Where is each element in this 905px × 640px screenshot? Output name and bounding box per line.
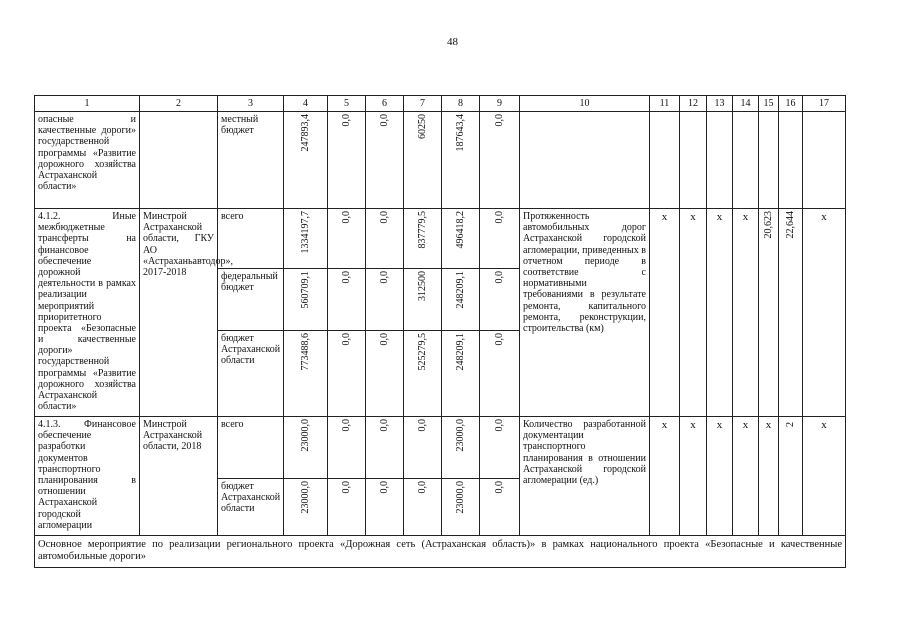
value-cell: 0,0: [328, 331, 366, 417]
mark-cell: [779, 112, 803, 209]
mark-cell: x: [733, 417, 759, 536]
mark-cell: x: [707, 209, 733, 417]
activity-cell: 4.1.2. Иные межбюджетные трансферты на финансовое обеспечение дорожной деятельности в рамках реализации мероприятий приоритетного проекта «Безопасные и качественные дороги» государственной программы «Развитие дорожного хозяйства Астраханской области»: [35, 209, 140, 417]
executor-cell: Минстрой Астраханской области, ГКУ АО «Астраханьавтодор», 2017-2018: [140, 209, 218, 417]
value-cell: 0,0: [404, 417, 442, 479]
value-cell: 0,0: [480, 479, 520, 536]
table-row: [35, 536, 846, 568]
value-cell: 0,0: [328, 417, 366, 479]
value-cell: 0,0: [328, 479, 366, 536]
funding-source-cell: всего: [218, 417, 284, 479]
value-cell: 23000,0: [284, 417, 328, 479]
mark-cell: x: [759, 417, 779, 536]
mark-cell: x: [707, 417, 733, 536]
header-cell: 16: [779, 96, 803, 112]
mark-cell: 22,644: [779, 209, 803, 417]
mark-cell: x: [803, 209, 846, 417]
header-cell: 12: [680, 96, 707, 112]
value-cell: 560709,1: [284, 269, 328, 331]
mark-cell: x: [680, 417, 707, 536]
header-cell: 10: [520, 96, 650, 112]
funding-source-cell: местный бюджет: [218, 112, 284, 209]
value-cell: 0,0: [328, 209, 366, 269]
value-cell: 0,0: [366, 331, 404, 417]
mark-cell: 20,623: [759, 209, 779, 417]
mark-cell: 2: [779, 417, 803, 536]
value-cell: 0,0: [480, 417, 520, 479]
header-cell: 2: [140, 96, 218, 112]
value-cell: 23000,0: [442, 479, 480, 536]
value-cell: 0,0: [366, 112, 404, 209]
value-cell: 0,0: [404, 479, 442, 536]
activity-cell: опасные и качественные дороги» государственной программы «Развитие дорожного хозяйства Астраханской области»: [35, 112, 140, 209]
header-cell: 3: [218, 96, 284, 112]
value-cell: 496418,2: [442, 209, 480, 269]
mark-cell: x: [650, 209, 680, 417]
header-cell: 8: [442, 96, 480, 112]
funding-source-cell: бюджет Астраханской области: [218, 331, 284, 417]
executor-cell: [140, 112, 218, 209]
page-number: 48: [447, 36, 458, 48]
executor-cell: Минстрой Астраханской области, 2018: [140, 417, 218, 536]
funding-source-cell: федеральный бюджет: [218, 269, 284, 331]
header-cell: 4: [284, 96, 328, 112]
value-cell: 23000,0: [284, 479, 328, 536]
indicator-cell: [520, 112, 650, 209]
value-cell: 0,0: [480, 112, 520, 209]
header-cell: 13: [707, 96, 733, 112]
value-cell: 0,0: [328, 112, 366, 209]
activity-cell: 4.1.3. Финансовое обеспечение разработки документов транспортного планирования в отношении Астраханской городской агломерации: [35, 417, 140, 536]
table-row: [35, 417, 846, 479]
mark-cell: x: [650, 417, 680, 536]
value-cell: 0,0: [366, 417, 404, 479]
mark-cell: [733, 112, 759, 209]
value-cell: 248209,1: [442, 269, 480, 331]
header-cell: 5: [328, 96, 366, 112]
value-cell: 1334197,7: [284, 209, 328, 269]
indicator-cell: Количество разработанной документации транспортного планирования в отношении Астраханской городской агломерации (ед.): [520, 417, 650, 536]
value-cell: 0,0: [480, 331, 520, 417]
mark-cell: x: [680, 209, 707, 417]
header-row: [35, 96, 846, 112]
value-cell: 187643,4: [442, 112, 480, 209]
mark-cell: [803, 112, 846, 209]
value-cell: 312500: [404, 269, 442, 331]
header-cell: 9: [480, 96, 520, 112]
value-cell: 0,0: [480, 269, 520, 331]
header-cell: 14: [733, 96, 759, 112]
value-cell: 247893,4: [284, 112, 328, 209]
section-title: Основное мероприятие по реализации регионального проекта «Дорожная сеть (Астраханская область)» в рамках национального проекта «Безопасные и качественные автомобильные дороги»: [35, 536, 846, 568]
header-cell: 7: [404, 96, 442, 112]
indicator-cell: Протяженность автомобильных дорог Астраханской городской агломерации, приведенных в отчетном периоде в соответствие с нормативными требованиями в результате ремонта, капитального ремонта, реконструкции, строительства (км): [520, 209, 650, 417]
value-cell: 773488,6: [284, 331, 328, 417]
header-cell: 1: [35, 96, 140, 112]
value-cell: 525279,5: [404, 331, 442, 417]
mark-cell: [759, 112, 779, 209]
value-cell: 0,0: [328, 269, 366, 331]
value-cell: 837779,5: [404, 209, 442, 269]
funding-source-cell: бюджет Астраханской области: [218, 479, 284, 536]
mark-cell: [650, 112, 680, 209]
funding-source-cell: всего: [218, 209, 284, 269]
value-cell: 60250: [404, 112, 442, 209]
table-row: [35, 209, 846, 269]
mark-cell: [707, 112, 733, 209]
value-cell: 0,0: [480, 209, 520, 269]
table-row: [35, 112, 846, 209]
header-cell: 6: [366, 96, 404, 112]
header-cell: 11: [650, 96, 680, 112]
value-cell: 0,0: [366, 209, 404, 269]
mark-cell: x: [733, 209, 759, 417]
value-cell: 23000,0: [442, 417, 480, 479]
value-cell: 0,0: [366, 269, 404, 331]
header-cell: 17: [803, 96, 846, 112]
mark-cell: [680, 112, 707, 209]
header-cell: 15: [759, 96, 779, 112]
mark-cell: x: [803, 417, 846, 536]
program-table: [34, 95, 846, 568]
value-cell: 248209,1: [442, 331, 480, 417]
value-cell: 0,0: [366, 479, 404, 536]
